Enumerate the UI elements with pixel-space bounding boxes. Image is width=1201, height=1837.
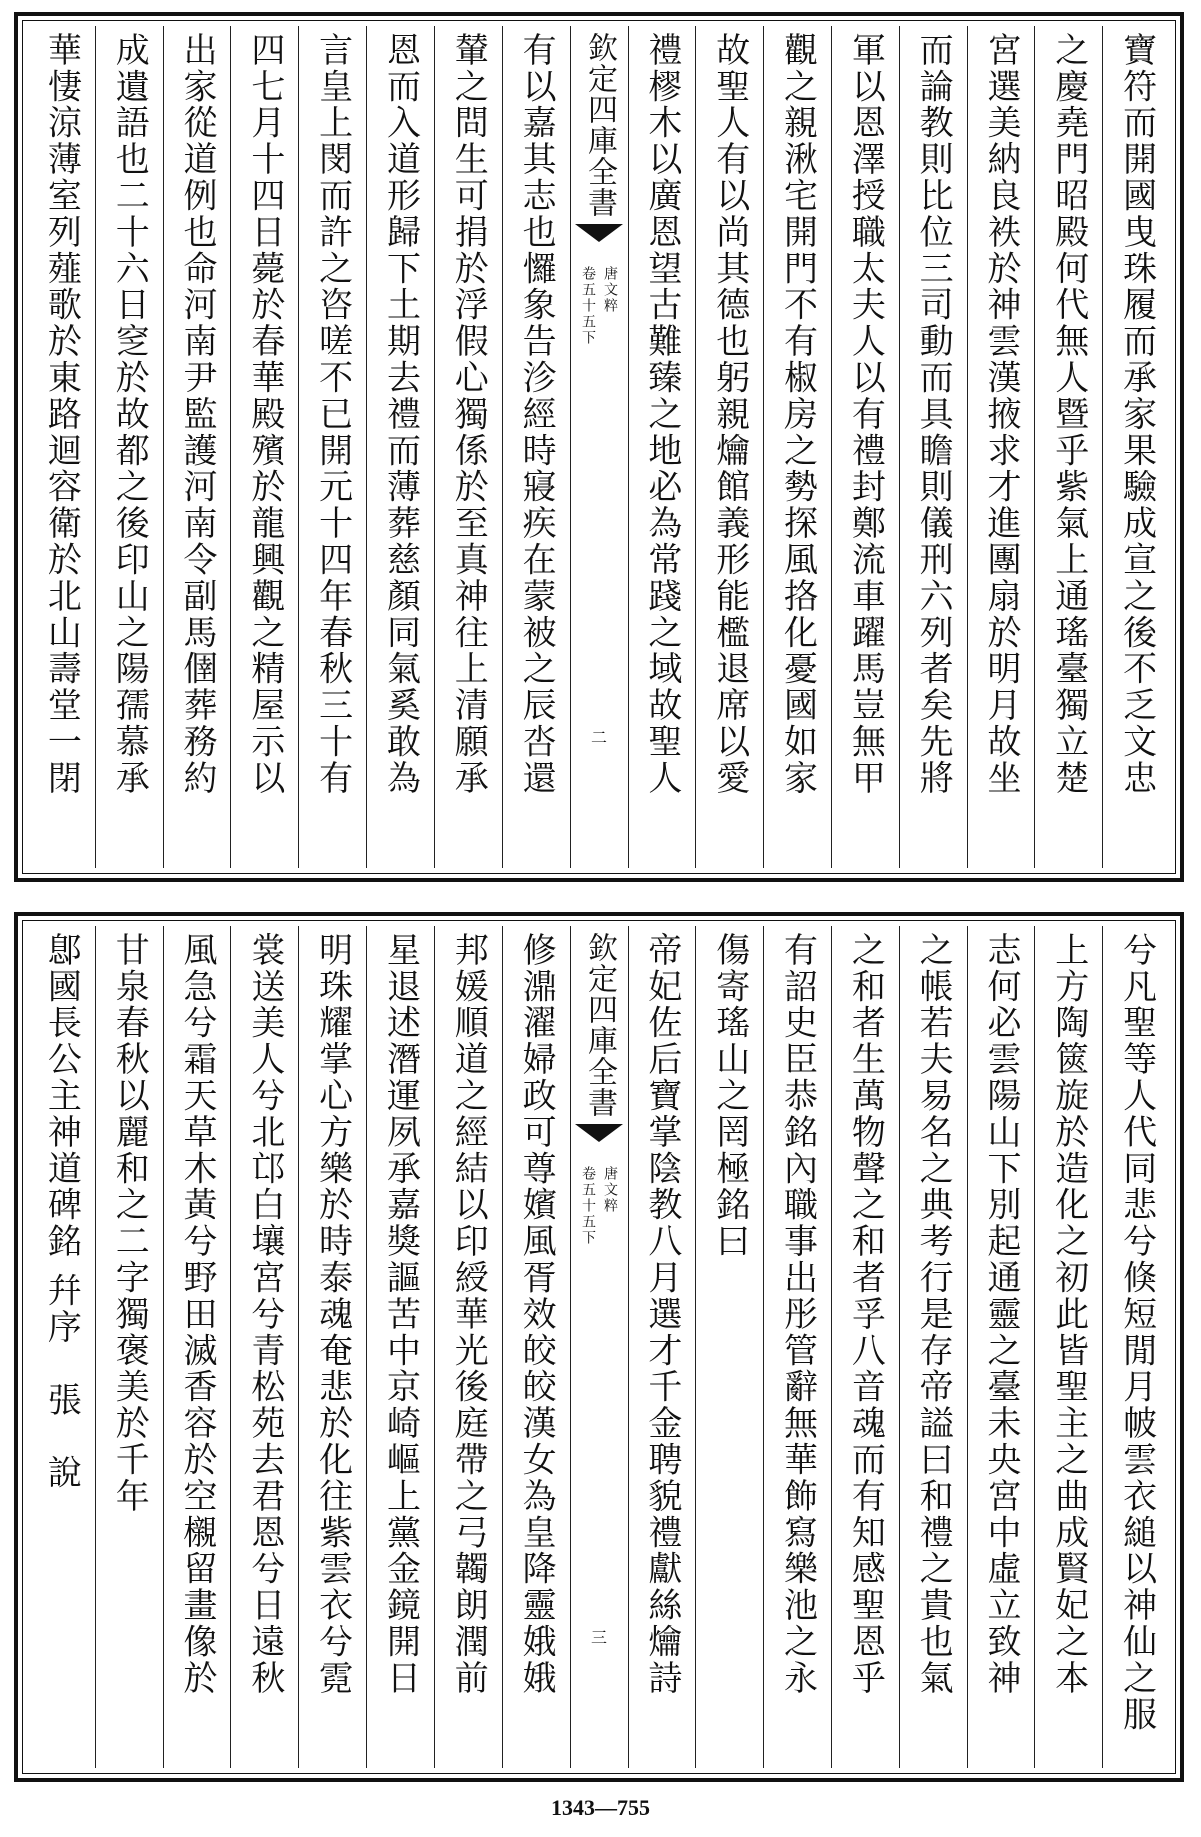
column-text: 之慶堯門昭殿何代無人暨乎紫氣上通瑤臺獨立楚 xyxy=(1048,32,1089,797)
column-text: 觀之親湫宅開門不有椒房之勢探風挌化憂國如家 xyxy=(777,32,818,797)
text-column xyxy=(1034,926,1102,1768)
text-column xyxy=(298,926,366,1768)
column-text: 言皇上閔而許之咨嗟不已開元十四年春秋三十有 xyxy=(312,32,353,797)
column-text: 兮凡聖等人代同悲兮倏短閒月帔雲衣縋以神仙之服 xyxy=(1116,932,1157,1733)
text-column xyxy=(695,926,763,1768)
column-text: 有以嘉其志也㦬象告沴經時寢疾在蒙被之辰呇還 xyxy=(516,32,557,797)
text-column xyxy=(1034,26,1102,868)
leaf-number: 二 xyxy=(590,728,607,747)
text-column xyxy=(967,26,1035,868)
text-column xyxy=(163,926,231,1768)
center-subtitle-group xyxy=(578,266,620,346)
column-text: 出家從道例也命河南尹監護河南令副馬㒁葬務約 xyxy=(177,32,218,797)
column-text: 上方陶篋旋於造化之初此皆聖主之曲成賢妃之本 xyxy=(1048,932,1089,1697)
volume-label: 卷五十五下 xyxy=(580,266,596,346)
work-title: 欽定四庫全書 xyxy=(582,932,617,1118)
column-text: 帝妃佐后寶掌陰教八月選才千金聘貌禮獻絲爚詩 xyxy=(641,932,682,1697)
column-text: 志何必雲陽山下別起通靈之臺未央宮中虛立致神 xyxy=(980,932,1021,1697)
column-text: 華悽涼薄室列薤歌於東路迴容衛於北山壽堂一閉 xyxy=(41,32,82,797)
column-text: 有詔史臣恭銘內職事出彤管辭無華飾寫樂池之永 xyxy=(777,932,818,1697)
bottom-text-columns xyxy=(28,926,1170,1768)
fishtail-mark-icon xyxy=(575,224,623,242)
column-text: 寶符而開國曳珠履而承家果驗成宣之後不乏文忠 xyxy=(1116,32,1157,797)
column-text: 成遺語也二十六日窆於故都之後印山之陽孺慕承 xyxy=(109,32,150,797)
text-column xyxy=(899,926,967,1768)
column-text: 明珠耀掌心方樂於時泰魂奄悲於化往紫雲衣兮霓 xyxy=(312,932,353,1697)
column-text: 禮樛木以廣恩望古難臻之地必為常踐之域故聖人 xyxy=(641,32,682,797)
text-column xyxy=(1102,926,1170,1768)
text-column xyxy=(967,926,1035,1768)
text-column xyxy=(763,26,831,868)
text-column xyxy=(628,26,696,868)
work-title: 欽定四庫全書 xyxy=(582,32,617,218)
column-text: 傷寄瑤山之罔極銘曰 xyxy=(709,932,750,1260)
column-text: 裳送美人兮北邙白壤宮兮青松苑去君恩兮日遠秋 xyxy=(244,932,285,1697)
column-text: 而論教則比位三司動而具瞻則儀刑六列者矣先將 xyxy=(913,32,954,797)
leaf-number: 三 xyxy=(590,1628,607,1647)
text-column xyxy=(366,926,434,1768)
text-column xyxy=(95,26,163,868)
column-text: 四七月十四日薨於春華殿殯於龍興觀之精屋示以 xyxy=(244,32,285,797)
top-page-frame xyxy=(14,12,1184,882)
text-column xyxy=(434,26,502,868)
center-subtitle-group xyxy=(578,1166,620,1246)
text-column xyxy=(695,26,763,868)
page-code: 1343—755 xyxy=(551,1795,650,1820)
volume-label: 卷五十五下 xyxy=(580,1166,596,1246)
top-text-columns xyxy=(28,26,1170,868)
column-text: 風急兮霜天草木黃兮野田滅香容於空櫬留畫像於 xyxy=(177,932,218,1697)
column-text: 鄎國長公主神道碑銘 幷序 張 說 xyxy=(41,932,82,1492)
text-column xyxy=(163,26,231,868)
text-column xyxy=(831,926,899,1768)
column-text: 甘泉春秋以麗和之二字獨褒美於千年 xyxy=(109,932,150,1515)
text-column xyxy=(434,926,502,1768)
center-fold-column xyxy=(570,26,628,868)
column-text: 修濎濯婦政可尊嬪風胥效皎皎漢女為皇降靈娥娥 xyxy=(516,932,557,1697)
text-column xyxy=(502,926,570,1768)
column-text: 軍以恩澤授職太夫人以有禮封鄭流車躍馬豈無甲 xyxy=(845,32,886,797)
column-text: 故聖人有以尚其德也躬親爚館義形能檻退席以愛 xyxy=(709,32,750,797)
bottom-page-frame xyxy=(14,912,1184,1782)
text-column xyxy=(831,26,899,868)
text-column xyxy=(1102,26,1170,868)
text-column xyxy=(95,926,163,1768)
text-column xyxy=(28,926,95,1768)
text-column xyxy=(628,926,696,1768)
column-text: 之帳若夫易名之典考行是存帝謚曰和禮之貴也氣 xyxy=(913,932,954,1697)
text-column xyxy=(502,26,570,868)
column-text: 宮選美納良袟於神雲漢掖求才進團扇於明月故坐 xyxy=(980,32,1021,797)
text-column xyxy=(230,926,298,1768)
text-column xyxy=(899,26,967,868)
column-text: 邦媛順道之經結以印綬華光後庭帶之弓韣朗潤前 xyxy=(448,932,489,1697)
sub-title: 唐文粹 xyxy=(602,1166,618,1214)
text-column xyxy=(298,26,366,868)
text-column xyxy=(763,926,831,1768)
column-text: 之和者生萬物聲之和者孚八音魂而有知感聖恩乎 xyxy=(845,932,886,1697)
column-text: 輦之問生可捐於浮假心獨係於至真神往上清願承 xyxy=(448,32,489,797)
text-column xyxy=(28,26,95,868)
fishtail-mark-icon xyxy=(575,1124,623,1142)
column-text: 星退述潛運夙承嘉獎謳苦中京崎嶇上黨金鏡開日 xyxy=(380,932,421,1697)
column-text: 恩而入道形歸下土期去禮而薄葬慈顏同氣奚敢為 xyxy=(380,32,421,797)
center-fold-column xyxy=(570,926,628,1768)
text-column xyxy=(230,26,298,868)
text-column xyxy=(366,26,434,868)
sub-title: 唐文粹 xyxy=(602,266,618,314)
